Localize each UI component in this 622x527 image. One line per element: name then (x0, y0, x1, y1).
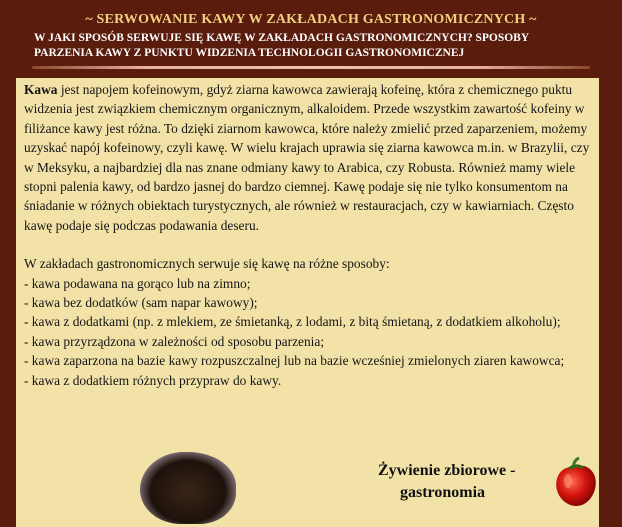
list-item: - kawa z dodatkami (np. z mlekiem, ze śmietanką, z lodami, z bitą śmietaną, z dodatkiem alkoholu); (24, 314, 561, 330)
paragraph-1-text: jest napojem kofeinowym, gdyż ziarna kawowca zawierają kofeinę, która z chemicznego puktu widzenia jest związkiem chemicznym organicznym, alkaloidem. Przede wszystkim zawartość kofeiny w filiżance kawy jest różna. To dzięki ziarnom kawowca, które należy zmielić przed zaparzeniem, możemy uzyskać napój kofeinowy, czyli kawę. W wielu krajach uprawia się ziarna kawowca m.in. w Brazylii, czy w Meksyku, a najbardziej dla nas znane odmiany kawy to Arabica, czy Robusta. Również mamy wiele stopni palenia kawy, od bardzo jasnej do bardzo ciemnej. Kawę podaje się nie tylko konsumentom na śniadanie w różnych obiektach turystycznych, ale również w restauracjach, czy w kawiarniach. Często kawę podaje się podczas podawania deseru. (24, 82, 590, 233)
red-pepper-icon (548, 455, 603, 510)
serving-methods (24, 254, 590, 390)
header-divider (32, 66, 590, 69)
red-pepper-image (548, 455, 603, 510)
brand-line-2: gastronomia (400, 484, 486, 501)
list-item: - kawa bez dodatków (sam napar kawowy); (24, 295, 258, 311)
page-header (0, 12, 622, 28)
list-intro: W zakładach gastronomicznych serwuje się kawę na różne sposoby: (24, 256, 390, 272)
article-body (24, 80, 590, 390)
list-item: - kawa przyrządzona w zależności od sposobu parzenia; (24, 333, 325, 349)
page-subtitle (34, 31, 594, 61)
list-item: - kawa z dodatkiem różnych przypraw do kawy. (24, 372, 282, 388)
article-paragraph-1 (24, 80, 590, 235)
site-brand (378, 460, 538, 504)
subtitle-line-2: PARZENIA KAWY Z PUNKTU WIDZENIA TECHNOLOGII GASTRONOMICZNEJ (34, 47, 465, 59)
subtitle-line-1: W JAKI SPOSÓB SERWUJE SIĘ KAWĘ W ZAKŁADACH GASTRONOMICZNYCH? SPOSOBY (34, 32, 530, 44)
coffee-beans-bowl-image (140, 452, 236, 524)
lead-word: Kawa (24, 82, 58, 97)
list-item: - kawa zaparzona na bazie kawy rozpuszczalnej lub na bazie wcześniej zmielonych ziaren kawowca; (24, 353, 565, 369)
brand-line-1: Żywienie zbiorowe - (378, 462, 516, 479)
page-title: ~ SERWOWANIE KAWY W ZAKŁADACH GASTRONOMICZNYCH ~ (85, 12, 537, 27)
list-item: - kawa podawana na gorąco lub na zimno; (24, 275, 251, 291)
